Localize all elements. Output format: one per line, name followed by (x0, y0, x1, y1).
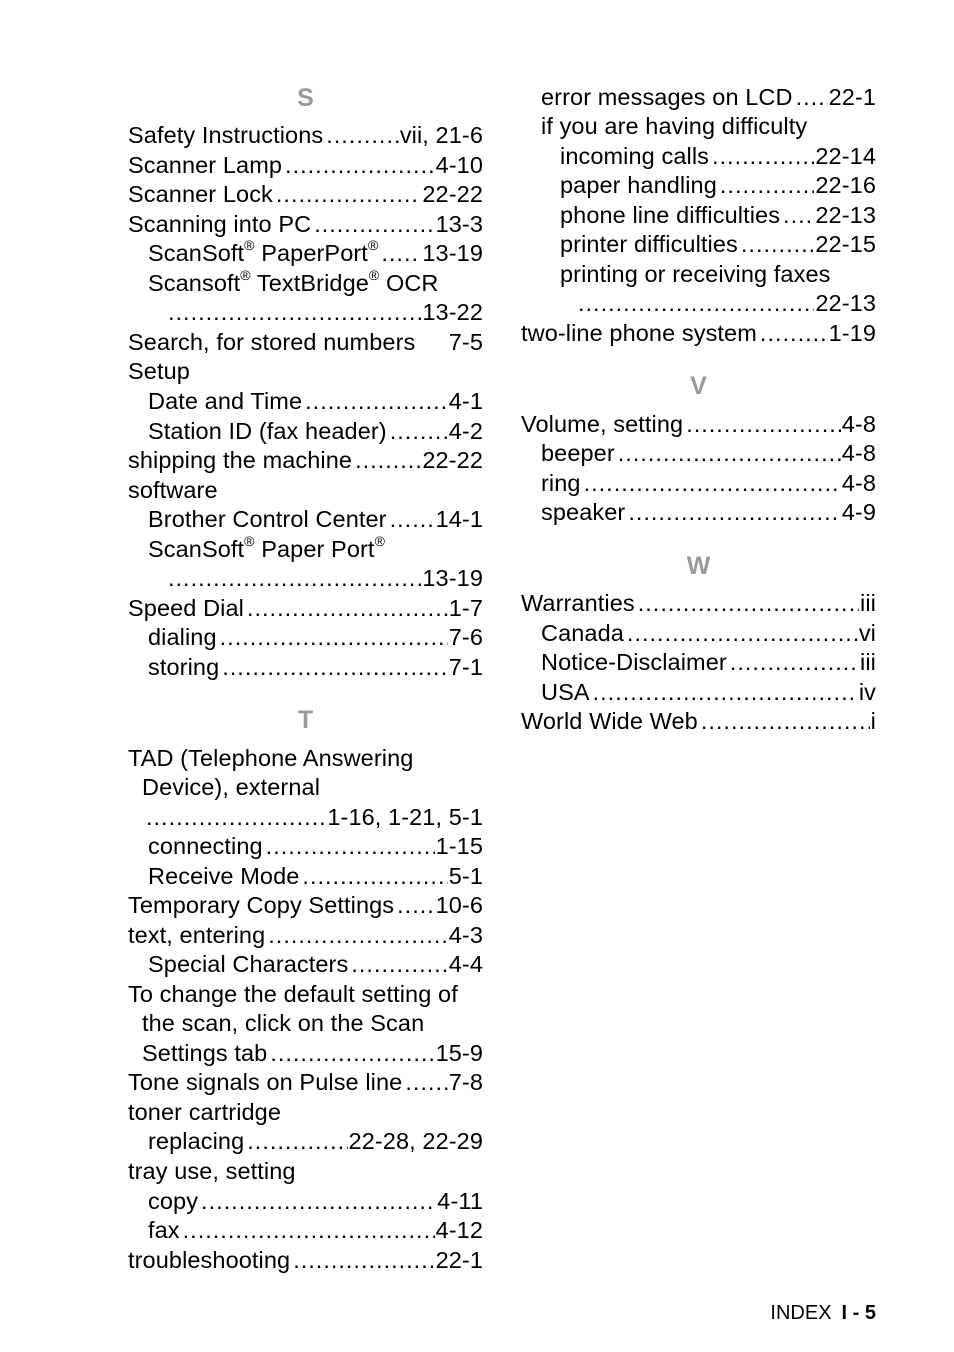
leader-dots (730, 648, 859, 677)
entry-label: copy (148, 1188, 199, 1214)
entry-page: 4-10 (435, 152, 483, 178)
index-subentry (148, 239, 483, 268)
leader-dots (247, 1127, 347, 1156)
index-subentry (541, 648, 876, 677)
index-subentry (148, 505, 483, 534)
entry-label: Settings tab (142, 1040, 268, 1066)
leader-dots (201, 1187, 436, 1216)
index-entry (128, 921, 483, 950)
leader-dots (712, 142, 814, 171)
leader-dots (266, 832, 435, 861)
index-entry (128, 1246, 483, 1275)
footer-page-number: I - 5 (841, 1302, 876, 1324)
index-entry-wrap (142, 773, 320, 802)
entry-label: Device), external (142, 774, 321, 800)
index-subentry (148, 269, 438, 298)
entry-page: 4-8 (841, 470, 876, 496)
index-entry (128, 328, 483, 357)
entry-page: 7-8 (448, 1069, 483, 1095)
index-subsubentry (560, 142, 876, 171)
footer-section-label: INDEX (770, 1302, 832, 1324)
entry-label: Date and Time (148, 388, 303, 414)
entry-label: Canada (541, 620, 624, 646)
entry-page: i (870, 708, 876, 734)
index-subentry (148, 387, 483, 416)
entry-label: Tone signals on Pulse line (128, 1069, 403, 1095)
entry-page: 15-9 (435, 1040, 483, 1066)
page-footer (770, 1300, 876, 1326)
entry-page: 7-6 (448, 624, 483, 650)
index-subentry (541, 678, 876, 707)
entry-label: beeper (541, 440, 615, 466)
index-entry-wrap (142, 1039, 483, 1068)
leader-dots (593, 678, 858, 707)
entry-label: World Wide Web (521, 708, 698, 734)
index-subentry (148, 623, 483, 652)
entry-label: Setup (128, 358, 190, 384)
leader-dots (390, 417, 448, 446)
index-entry (128, 446, 483, 475)
entry-label: troubleshooting (128, 1247, 291, 1273)
leader-dots (628, 498, 840, 527)
entry-label: Temporary Copy Settings (128, 892, 395, 918)
index-subsubentry (560, 171, 876, 200)
entry-label: dialing (148, 624, 217, 650)
entry-label: two-line phone system (521, 320, 757, 346)
leader-dots (247, 594, 448, 623)
entry-label: tray use, setting (128, 1158, 296, 1184)
index-subsubentry (560, 230, 876, 259)
entry-page: iv (858, 679, 876, 705)
entry-page: 4-11 (437, 1188, 483, 1214)
entry-label: printer difficulties (560, 231, 738, 257)
entry-label: paper handling (560, 172, 717, 198)
entry-label: shipping the machine (128, 447, 353, 473)
section-heading-t: T (297, 706, 314, 734)
index-subentry (148, 862, 483, 891)
leader-dots (405, 1068, 447, 1097)
leader-dots (222, 653, 448, 682)
leader-dots (720, 171, 814, 200)
entry-page: iii (860, 649, 876, 675)
index-subentry (541, 469, 876, 498)
entry-page: vii, 21-6 (399, 122, 483, 148)
index-subentry (148, 417, 483, 446)
index-entry (521, 410, 876, 439)
index-entry (128, 980, 458, 1009)
entry-page: 22-28, 22-29 (348, 1128, 483, 1154)
index-subentry (541, 498, 876, 527)
entry-label: Station ID (fax header) (148, 418, 387, 444)
entry-page: 22-16 (815, 172, 876, 198)
entry-page: 13-19 (422, 565, 483, 591)
entry-page: 10-6 (435, 892, 483, 918)
entry-page: 4-3 (448, 922, 483, 948)
index-continuation (578, 289, 876, 318)
leader-dots (686, 410, 841, 439)
entry-label: ScanSoft® Paper Port® (148, 533, 385, 562)
leader-dots (618, 439, 841, 468)
index-entry (128, 1098, 281, 1127)
entry-page: 13-22 (422, 299, 483, 325)
entry-page: vi (858, 620, 876, 646)
entry-label: Search, for stored numbers (128, 329, 416, 355)
index-subentry (541, 112, 807, 141)
leader-dots (390, 505, 435, 534)
index-subentry (148, 535, 385, 564)
index-entry (128, 1157, 296, 1186)
entry-label: printing or receiving faxes (560, 261, 831, 287)
index-continuation (168, 298, 483, 327)
leader-dots (270, 1039, 434, 1068)
leader-dots (314, 210, 434, 239)
entry-page: 7-5 (448, 329, 483, 355)
index-subentry (148, 950, 483, 979)
entry-page: 1-15 (435, 833, 483, 859)
leader-dots (351, 950, 447, 979)
entry-page: 22-15 (815, 231, 876, 257)
leader-dots (741, 230, 814, 259)
leader-dots (268, 921, 447, 950)
leader-dots (584, 469, 841, 498)
leader-dots (796, 83, 828, 112)
entry-page: 22-22 (422, 447, 483, 473)
leader-dots (285, 151, 435, 180)
entry-label: text, entering (128, 922, 266, 948)
index-subsubentry (560, 260, 830, 289)
leader-dots (760, 319, 828, 348)
leader-dots (220, 623, 448, 652)
leader-dots (183, 1216, 435, 1245)
entry-label: Notice-Disclaimer (541, 649, 727, 675)
index-continuation (168, 564, 483, 593)
entry-label: Scanning into PC (128, 211, 312, 237)
index-entry (521, 589, 876, 618)
index-continuation (146, 803, 483, 832)
entry-label: TAD (Telephone Answering (128, 745, 414, 771)
entry-label: software (128, 477, 218, 503)
section-heading-w: W (686, 552, 711, 580)
index-subentry (541, 83, 876, 112)
entry-page: 4-4 (448, 951, 483, 977)
entry-page: 4-2 (448, 418, 483, 444)
index-subsubentry (560, 201, 876, 230)
entry-label: speaker (541, 499, 626, 525)
index-subentry (541, 619, 876, 648)
index-subentry (148, 832, 483, 861)
leader-dots (397, 891, 434, 920)
entry-page: 22-22 (422, 181, 483, 207)
index-entry (128, 1068, 483, 1097)
leader-dots (305, 387, 448, 416)
entry-page: 4-8 (841, 440, 876, 466)
entry-page: 14-1 (435, 506, 483, 532)
entry-label: Warranties (521, 590, 635, 616)
entry-page: 4-8 (841, 411, 876, 437)
leader-dots (293, 1246, 434, 1275)
leader-dots (701, 707, 870, 736)
index-subentry (148, 1127, 483, 1156)
leader-dots (627, 619, 858, 648)
index-entry (521, 707, 876, 736)
leader-dots (355, 446, 421, 475)
leader-dots (146, 803, 326, 832)
leader-dots (783, 201, 814, 230)
index-entry (128, 151, 483, 180)
entry-label: connecting (148, 833, 263, 859)
index-subentry (148, 653, 483, 682)
index-entry (128, 180, 483, 209)
leader-dots (302, 862, 447, 891)
entry-label: Brother Control Center (148, 506, 387, 532)
entry-page: 1-19 (828, 320, 876, 346)
entry-label: USA (541, 679, 590, 705)
index-entry (128, 594, 483, 623)
entry-page: 1-7 (448, 595, 483, 621)
entry-page: 22-1 (828, 84, 876, 110)
index-entry (128, 357, 190, 386)
entry-label: Scanner Lamp (128, 152, 283, 178)
entry-label: replacing (148, 1128, 245, 1154)
leader-dots (168, 564, 421, 593)
entry-label: toner cartridge (128, 1099, 282, 1125)
index-entry (128, 891, 483, 920)
index-subentry (148, 1216, 483, 1245)
entry-page: 22-13 (815, 202, 876, 228)
section-heading-s: S (297, 84, 314, 112)
leader-dots (168, 298, 421, 327)
entry-label: ScanSoft® PaperPort® (148, 237, 379, 266)
leader-dots (326, 121, 399, 150)
entry-label: Scansoft® TextBridge® OCR (148, 267, 439, 296)
entry-label: if you are having difficulty (541, 113, 808, 139)
entry-label: phone line difficulties (560, 202, 781, 228)
leader-dots (276, 180, 421, 209)
entry-label: the scan, click on the Scan (142, 1010, 425, 1036)
index-entry (128, 121, 483, 150)
entry-page: 7-1 (448, 654, 483, 680)
entry-label: Safety Instructions (128, 122, 324, 148)
index-entry-wrap (142, 1009, 424, 1038)
entry-page: 22-1 (435, 1247, 483, 1273)
entry-page: 1-16, 1-21, 5-1 (327, 804, 483, 830)
entry-page: 13-19 (422, 240, 483, 266)
entry-page: 4-1 (448, 388, 483, 414)
entry-page: 13-3 (435, 211, 483, 237)
entry-page: 4-9 (841, 499, 876, 525)
entry-page: 4-12 (435, 1217, 483, 1243)
entry-label: Special Characters (148, 951, 349, 977)
index-subentry (148, 1187, 483, 1216)
leader-dots (638, 589, 859, 618)
index-entry (521, 319, 876, 348)
entry-label: fax (148, 1217, 180, 1243)
entry-label: Speed Dial (128, 595, 244, 621)
index-entry (128, 744, 413, 773)
index-entry (128, 210, 483, 239)
entry-label: Scanner Lock (128, 181, 273, 207)
entry-label: incoming calls (560, 143, 709, 169)
entry-page: iii (860, 590, 876, 616)
leader-dots (578, 289, 814, 318)
index-entry (128, 476, 218, 505)
section-heading-v: V (690, 372, 707, 400)
leader-dots (381, 239, 421, 268)
entry-page: 5-1 (448, 863, 483, 889)
entry-label: To change the default setting of (128, 981, 458, 1007)
entry-page: 22-14 (815, 143, 876, 169)
entry-page: 22-13 (815, 290, 876, 316)
entry-label: Volume, setting (521, 411, 684, 437)
entry-label: Receive Mode (148, 863, 300, 889)
entry-label: ring (541, 470, 581, 496)
entry-label: storing (148, 654, 220, 680)
index-subentry (541, 439, 876, 468)
entry-label: error messages on LCD (541, 84, 793, 110)
